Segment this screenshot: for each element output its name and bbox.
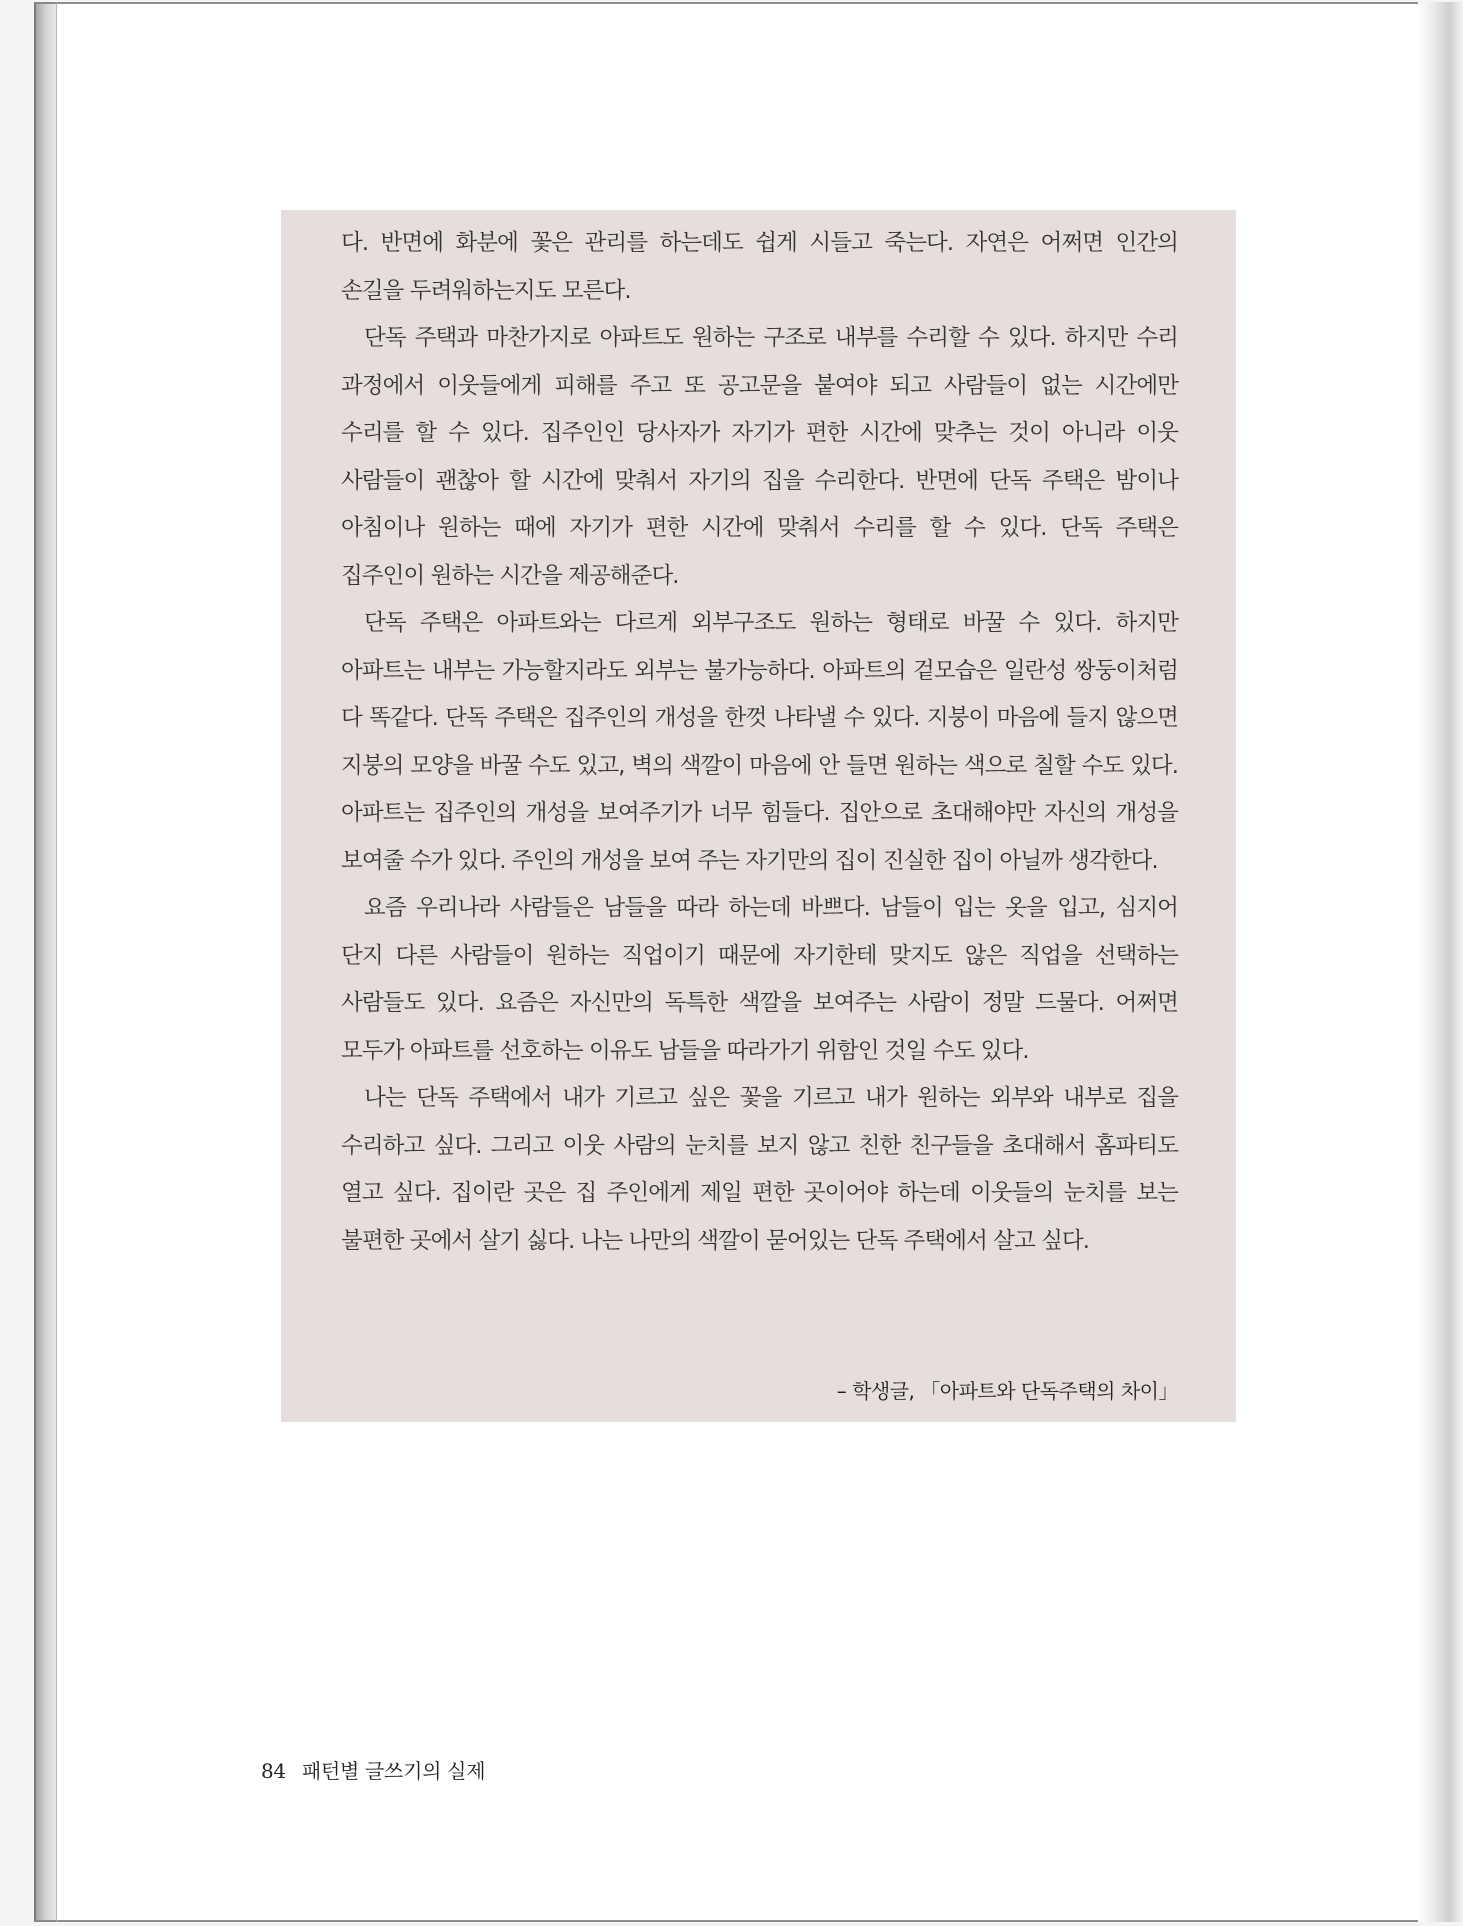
quoted-essay-text <box>341 220 1178 1265</box>
quoted-essay-box <box>281 210 1236 1422</box>
essay-paragraph: 단독 주택은 아파트와는 다르게 외부구조도 원하는 형태로 바꿀 수 있다. 하지만 아파트는 내부는 가능할지라도 외부는 불가능하다. 아파트의 겉모습은 일란성 쌍둥이처럼 다 똑같다. 단독 주택은 집주인의 개성을 한껏 나타낼 수 있다. 지붕이 마음에 들지 않으면 지붕의 모양을 바꿀 수도 있고, 벽의 색깔이 마음에 안 들면 원하는 색으로 칠할 수도 있다. 아파트는 집주인의 개성을 보여주기가 너무 힘들다. 집안으로 초대해야만 자신의 개성을 보여줄 수가 있다. 주인의 개성을 보여 주는 자기만의 집이 진실한 집이 아닐까 생각한다. <box>341 610 1178 874</box>
book-spine <box>34 2 58 1922</box>
essay-paragraph: 요즘 우리나라 사람들은 남들을 따라 하는데 바쁘다. 남들이 입는 옷을 입고, 심지어 단지 다른 사람들이 원하는 직업이기 때문에 자기한테 맞지도 않은 직업을 선택하는 사람들도 있다. 요즘은 자신만의 독특한 색깔을 보여주는 사람이 정말 드물다. 어쩌면 모두가 아파트를 선호하는 이유도 남들을 따라가기 위함인 것일 수도 있다. <box>341 895 1178 1064</box>
essay-citation: – 학생글, 「아파트와 단독주택의 차이」 <box>836 1379 1178 1403</box>
essay-paragraph: 단독 주택과 마찬가지로 아파트도 원하는 구조로 내부를 수리할 수 있다. 하지만 수리 과정에서 이웃들에게 피해를 주고 또 공고문을 붙여야 되고 사람들이 없는 시간에만 수리를 할 수 있다. 집주인인 당사자가 자기가 편한 시간에 맞추는 것이 아니라 이웃 사람들이 괜찮아 할 시간에 맞춰서 자기의 집을 수리한다. 반면에 단독 주택은 밤이나 아침이나 원하는 때에 자기가 편한 시간에 맞춰서 수리를 할 수 있다. 단독 주택은 집주인이 원하는 시간을 제공해준다. <box>341 325 1178 589</box>
book-title: 패턴별 글쓰기의 실제 <box>301 1759 486 1783</box>
page-edge-shadow <box>1418 2 1463 1922</box>
page-number: 84 <box>261 1759 286 1783</box>
essay-paragraph: 다. 반면에 화분에 꽃은 관리를 하는데도 쉽게 시들고 죽는다. 자연은 어쩌면 인간의 손길을 두려워하는지도 모른다. <box>341 230 1178 304</box>
essay-paragraph: 나는 단독 주택에서 내가 기르고 싶은 꽃을 기르고 내가 원하는 외부와 내부로 집을 수리하고 싶다. 그리고 이웃 사람의 눈치를 보지 않고 친한 친구들을 초대해서 홈파티도 열고 싶다. 집이란 곳은 집 주인에게 제일 편한 곳이어야 하는데 이웃들의 눈치를 보는 불편한 곳에서 살기 싫다. 나는 나만의 색깔이 묻어있는 단독 주택에서 살고 싶다. <box>341 1085 1178 1254</box>
page-footer <box>261 1755 485 1784</box>
